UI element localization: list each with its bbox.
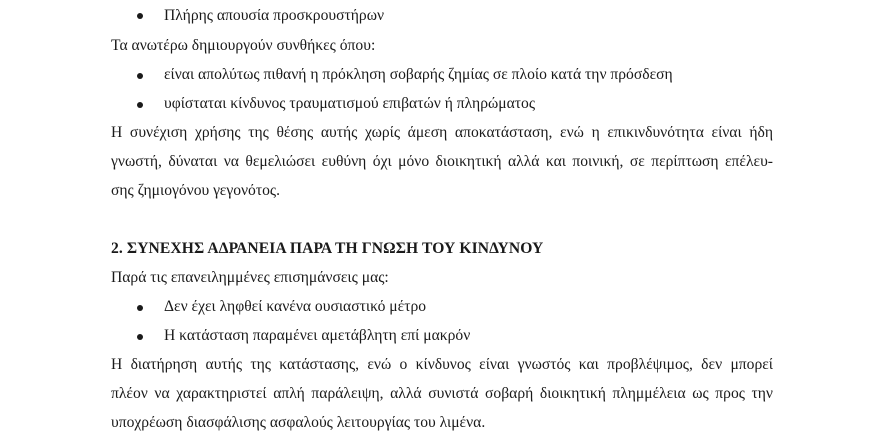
bullet-marker [137,334,143,340]
paragraph-line: υποχρέωση διασφάλισης ασφαλούς λειτουργίας του λιμένα. [111,414,486,431]
bullet-item: Η κατάσταση παραμένει αμετάβλητη επί μακρόν [164,327,471,344]
paragraph-line: σης ζημιογόνου γεγονότος. [111,182,280,199]
bullet-item: Πλήρης απουσία προσκρουστήρων [164,7,385,24]
intro-text: Τα ανωτέρω δημιουργούν συνθήκες όπου: [111,37,376,54]
paragraph-line: Η συνέχιση χρήσης της θέσης αυτής χωρίς άμεση αποκατάσταση, ενώ η επικινδυνότητα είναι ήδη [111,124,773,141]
bullet-marker [137,73,143,79]
paragraph-line: γνωστή, δύναται να θεμελιώσει ευθύνη όχι μόνο διοικητική αλλά και ποινική, σε περίπτωση επέλευ- [111,153,773,170]
paragraph-line: πλέον να χαρακτηριστεί απλή παράλειψη, αλλά συνιστά σοβαρή διοικητική πλημμέλεια ως προς την [111,385,773,402]
bullet-marker [137,305,143,311]
bullet-item: υφίσταται κίνδυνος τραυματισμού επιβατών ή πληρώματος [164,95,536,112]
bullet-item: Δεν έχει ληφθεί κανένα ουσιαστικό μέτρο [164,298,427,315]
paragraph-line: Η διατήρηση αυτής της κατάστασης, ενώ ο κίνδυνος είναι γνωστός και προβλέψιμος, δεν μπορεί [111,356,773,373]
bullet-marker [137,102,143,108]
bullet-marker [137,13,143,19]
bullet-item: είναι απολύτως πιθανή η πρόκληση σοβαρής ζημίας σε πλοίο κατά την πρόσδεση [164,66,673,83]
intro-text: Παρά τις επανειλημμένες επισημάνσεις μας: [111,269,389,286]
section-heading: 2. ΣΥΝΕΧΗΣ ΑΔΡΑΝΕΙΑ ΠΑΡΑ ΤΗ ΓΝΩΣΗ ΤΟΥ ΚΙΝΔΥΝΟΥ [111,240,544,257]
